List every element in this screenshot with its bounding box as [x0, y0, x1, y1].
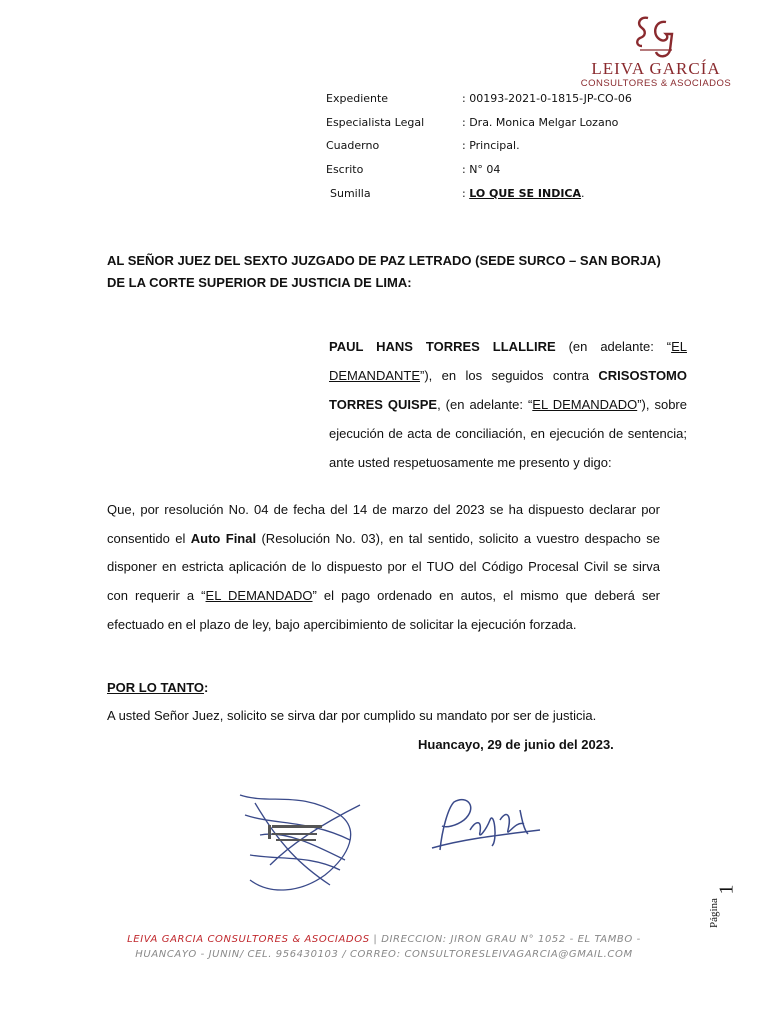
body-text: (Resolución No. 03), en tal sentido, solicito a vuestro despacho se disponer en estricta aplicación de lo dispuesto por el TUO del Código Procesal Civil se sirva con requerir a “ [107, 530, 660, 604]
meta-value-suffix: . [581, 186, 585, 200]
meta-value: : Principal. [462, 139, 520, 153]
meta-key: Especialista Legal [326, 115, 425, 129]
intro-text: ”), en los seguidos contra [420, 368, 599, 383]
defendant-alias: EL DEMANDADO [205, 588, 313, 604]
intro-paragraph [329, 332, 687, 477]
footer-firm: LEIVA GARCIA CONSULTORES & ASOCIADOS [127, 934, 370, 945]
page-label: Página [708, 898, 720, 928]
meta-key: Sumilla [330, 186, 371, 200]
por-lo-tanto [107, 680, 208, 695]
meta-key: Escrito [326, 163, 364, 177]
signature-date: Huancayo, 29 de junio del 2023. [418, 737, 614, 752]
plaintiff-name: PAUL HANS TORRES LLALLIRE [329, 339, 556, 354]
auto-final: Auto Final [190, 530, 257, 546]
defendant-alias: EL DEMANDADO [532, 397, 638, 412]
meta-key: Expediente [326, 92, 389, 105]
lg-monogram-icon [626, 12, 686, 60]
defendant-name: CRISOSTOMO TORRES QUISPE [329, 368, 687, 412]
por-lo-tanto-colon: : [204, 680, 209, 695]
sumilla-value: LO QUE SE INDICA [469, 186, 582, 200]
logo-brand: LEIVA GARCÍA [591, 59, 721, 78]
meta-value: : Dra. Monica Melgar Lozano [462, 115, 619, 129]
footer-address: DIRECCION: JIRON GRAU N° 1052 - EL TAMBO - HUANCAYO - JUNIN/ CEL. 956430103 / CORREO: CONSULTORESLEIVAGARCIA@GMAIL.COM [135, 934, 641, 960]
handwritten-signature-icon [420, 790, 570, 870]
intro-text: ”), sobre ejecución de acta de conciliación, en ejecución de sentencia; ante usted respetuosamente me presento y digo: [329, 397, 687, 470]
stamp-signature-icon [230, 785, 370, 900]
logo-subtitle: CONSULTORES & ASOCIADOS [580, 78, 732, 89]
firm-logo [580, 12, 732, 89]
meta-value: : N° 04 [462, 163, 501, 177]
body-paragraph [107, 496, 660, 640]
body-text: ” el pago ordenado en autos, el mismo que deberá ser efectuado en el plazo de ley, bajo apercibimiento de solicitar la ejecución forzada. [107, 588, 661, 632]
intro-text: , (en adelante: “ [437, 397, 533, 412]
meta-value [462, 187, 585, 200]
meta-value-prefix: : [462, 186, 470, 200]
body-text: Que, por resolución No. 04 de fecha del 14 de marzo del 2023 se ha dispuesto declarar por consentido el [107, 502, 660, 546]
meta-value: : 00193-2021-0-1815-JP-CO-06 [462, 92, 632, 105]
addressee: AL SEÑOR JUEZ DEL SEXTO JUZGADO DE PAZ LETRADO (SEDE SURCO – SAN BORJA) DE LA CORTE SUPERIOR DE JUSTICIA DE LIMA: [107, 253, 661, 290]
page-number [700, 878, 740, 938]
footer-separator: | [369, 934, 382, 945]
page-number-value: 1 [715, 884, 738, 895]
por-lo-tanto-label: POR LO TANTO [107, 680, 205, 695]
closing-request: A usted Señor Juez, solicito se sirva dar por cumplido su mandato por ser de justicia. [107, 708, 597, 723]
meta-key: Cuaderno [326, 139, 380, 153]
intro-text: (en adelante: “ [555, 339, 672, 354]
plaintiff-alias: EL DEMANDANTE [329, 339, 687, 383]
footer [100, 932, 668, 962]
